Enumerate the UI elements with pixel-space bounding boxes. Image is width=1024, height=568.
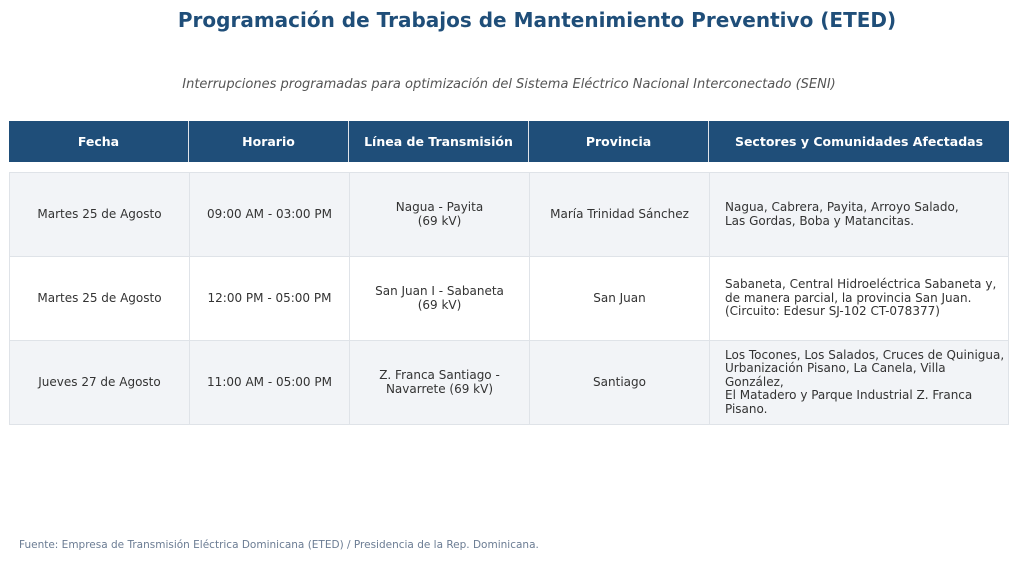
cell-provincia: Santiago	[529, 341, 709, 424]
cell-fecha: Jueves 27 de Agosto	[9, 341, 189, 424]
cell-fecha: Martes 25 de Agosto	[9, 173, 189, 256]
page-title: Programación de Trabajos de Mantenimiento Preventivo (ETED)	[177, 8, 897, 32]
cell-linea: San Juan I - Sabaneta (69 kV)	[349, 257, 529, 340]
cell-linea: Nagua - Payita (69 kV)	[349, 173, 529, 256]
table-row	[9, 341, 1009, 425]
maintenance-table	[9, 121, 1009, 425]
header-fecha: Fecha	[9, 121, 189, 162]
header-horario: Horario	[189, 121, 349, 162]
cell-fecha: Martes 25 de Agosto	[9, 257, 189, 340]
cell-provincia: San Juan	[529, 257, 709, 340]
cell-horario: 12:00 PM - 05:00 PM	[189, 257, 349, 340]
cell-horario: 11:00 AM - 05:00 PM	[189, 341, 349, 424]
table-body	[9, 172, 1009, 425]
table-header-row	[9, 121, 1009, 162]
cell-linea: Z. Franca Santiago - Navarrete (69 kV)	[349, 341, 529, 424]
cell-horario: 09:00 AM - 03:00 PM	[189, 173, 349, 256]
table-row	[9, 257, 1009, 341]
header-linea: Línea de Transmisión	[349, 121, 529, 162]
cell-sectores: Sabaneta, Central Hidroeléctrica Sabaneta y, de manera parcial, la provincia San Juan. (Circuito: Edesur SJ-102 CT-078377)	[709, 257, 1009, 340]
cell-provincia: María Trinidad Sánchez	[529, 173, 709, 256]
source-note: Fuente: Empresa de Transmisión Eléctrica Dominicana (ETED) / Presidencia de la Rep. Dominicana.	[19, 539, 539, 551]
cell-sectores: Los Tocones, Los Salados, Cruces de Quinigua, Urbanización Pisano, La Canela, Villa González, El Matadero y Parque Industrial Z. Franca Pisano.	[709, 341, 1009, 424]
cell-sectores: Nagua, Cabrera, Payita, Arroyo Salado, Las Gordas, Boba y Matancitas.	[709, 173, 1009, 256]
page-subtitle: Interrupciones programadas para optimización del Sistema Eléctrico Nacional Interconectado (SENI)	[182, 77, 836, 92]
header-sectores: Sectores y Comunidades Afectadas	[734, 134, 984, 149]
header-provincia: Provincia	[529, 121, 709, 162]
table-row	[9, 173, 1009, 257]
